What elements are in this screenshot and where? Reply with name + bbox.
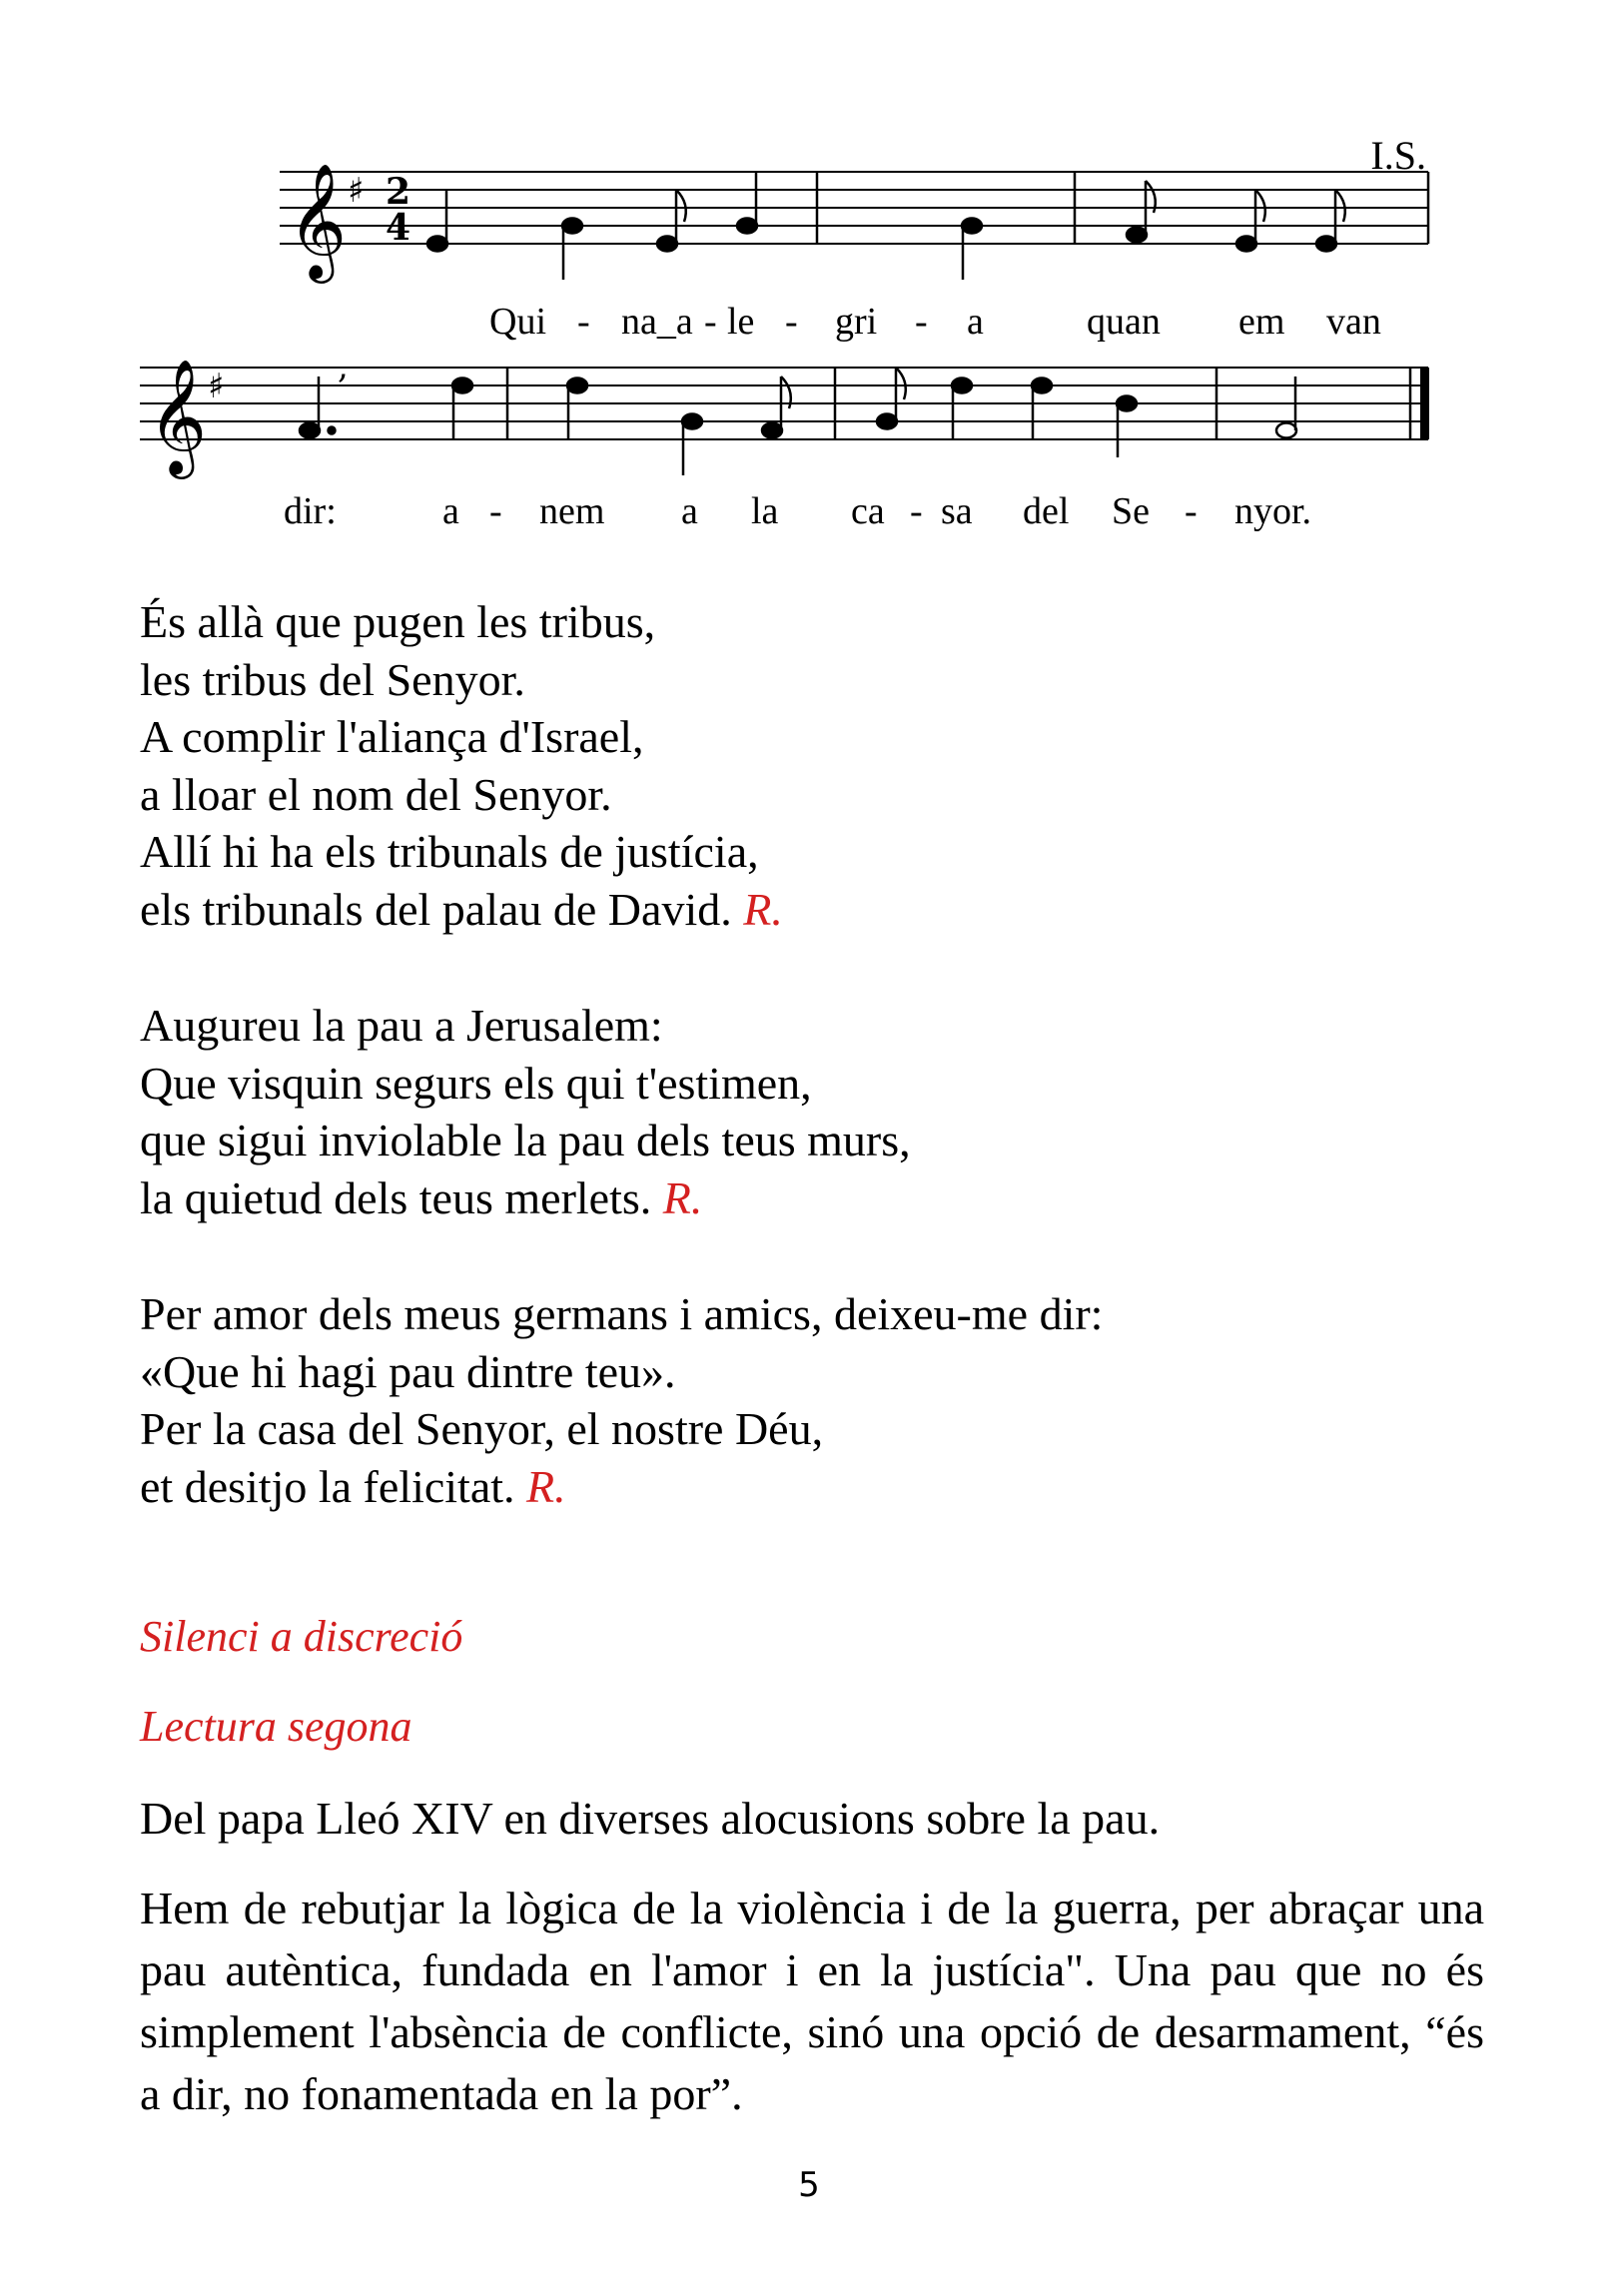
stanza-line: a lloar el nom del Senyor.: [140, 768, 612, 820]
composer-initials: I.S.: [1370, 133, 1426, 178]
response-marker: R.: [526, 1460, 566, 1512]
stanza-line: És allà que pugen les tribus,: [140, 596, 656, 647]
stanza-line: «Que hi hagi pau dintre teu».: [140, 1345, 676, 1397]
lyric-syllable: gri: [835, 301, 878, 343]
lyric-syllable: a: [681, 490, 698, 532]
lyric-syllable: a: [442, 490, 459, 532]
svg-text:2: 2: [386, 171, 411, 213]
music-score: [138, 120, 1436, 537]
stanza-line: Allí hi ha els tribunals de justícia,: [140, 826, 759, 877]
lyric-syllable: van: [1326, 301, 1381, 343]
lyric-syllable: na_a: [621, 301, 693, 343]
response-marker: R.: [743, 883, 783, 935]
rubric-second-reading: Lectura segona: [140, 1702, 412, 1751]
stanza-line: Que visquin segurs els qui t'estimen,: [140, 1057, 812, 1109]
psalm-stanza-2: [140, 997, 911, 1226]
lyric-syllable: nyor.: [1234, 490, 1312, 532]
stanza-line: Per la casa del Senyor, el nostre Déu,: [140, 1403, 824, 1454]
response-marker: R.: [662, 1171, 703, 1223]
lyric-syllable: dir:: [284, 490, 337, 532]
svg-text:4: 4: [386, 207, 411, 249]
stanza-line-last: [140, 1169, 911, 1227]
lyric-syllable: ca: [851, 490, 885, 532]
lyric-syllable: a: [967, 301, 984, 343]
reading-intro: Del papa Lleó XIV en diverses alocusions sobre la pau.: [140, 1793, 1161, 1844]
lyric-hyphen: -: [915, 301, 928, 343]
lyric-syllable: quan: [1087, 301, 1161, 343]
rubric-silence: Silenci a discreció: [140, 1612, 463, 1661]
svg-text:♯: ♯: [208, 367, 225, 406]
psalm-stanza-3: [140, 1285, 1103, 1515]
svg-text:𝄞: 𝄞: [288, 162, 348, 279]
svg-text:,: ,: [338, 347, 349, 386]
stanza-line: Per amor dels meus germans i amics, deixeu-me dir:: [140, 1288, 1104, 1339]
stanza-line: les tribus del Senyor.: [140, 653, 525, 705]
stanza-line-text: els tribunals del palau de David.: [140, 883, 732, 935]
lyric-hyphen: -: [577, 301, 590, 343]
stanza-line: que sigui inviolable la pau dels teus murs,: [140, 1115, 911, 1165]
svg-text:𝄞: 𝄞: [148, 358, 208, 474]
reading-paragraph: Hem de rebutjar la lògica de la violència i de la guerra, per abraçar una pau autèntica, fundada en l'amor i en la justícia". Una pau que no és simplement l'absència de conflicte, sinó una opció de desarmament, “és a dir, no fonamentada en la por”.: [140, 1883, 1484, 2119]
lyric-hyphen: -: [785, 301, 798, 343]
lyric-syllable: del: [1023, 490, 1070, 532]
stanza-line-last: [140, 1458, 1103, 1516]
lyric-syllable: Qui: [489, 301, 546, 343]
svg-text:♯: ♯: [348, 171, 365, 211]
lyric-hyphen: -: [704, 301, 717, 343]
psalm-stanza-1: [140, 593, 783, 938]
lyric-syllable: sa: [941, 490, 973, 532]
stanza-line-text: et desitjo la felicitat.: [140, 1460, 515, 1512]
lyric-syllable: Se: [1112, 490, 1150, 532]
lyric-syllable: nem: [539, 490, 605, 532]
lyric-hyphen: -: [910, 490, 923, 532]
lyric-syllable: la: [751, 490, 779, 532]
stanza-line-last: [140, 881, 783, 939]
page-number: 5: [798, 2165, 820, 2205]
stanza-line: A complir l'aliança d'Israel,: [140, 711, 644, 762]
stanza-line: Augureu la pau a Jerusalem:: [140, 1000, 663, 1051]
lyric-syllable: em: [1238, 301, 1285, 343]
lyric-hyphen: -: [489, 490, 502, 532]
lyric-syllable: le: [727, 301, 755, 343]
stanza-line-text: la quietud dels teus merlets.: [140, 1171, 652, 1223]
lyric-hyphen: -: [1185, 490, 1198, 532]
